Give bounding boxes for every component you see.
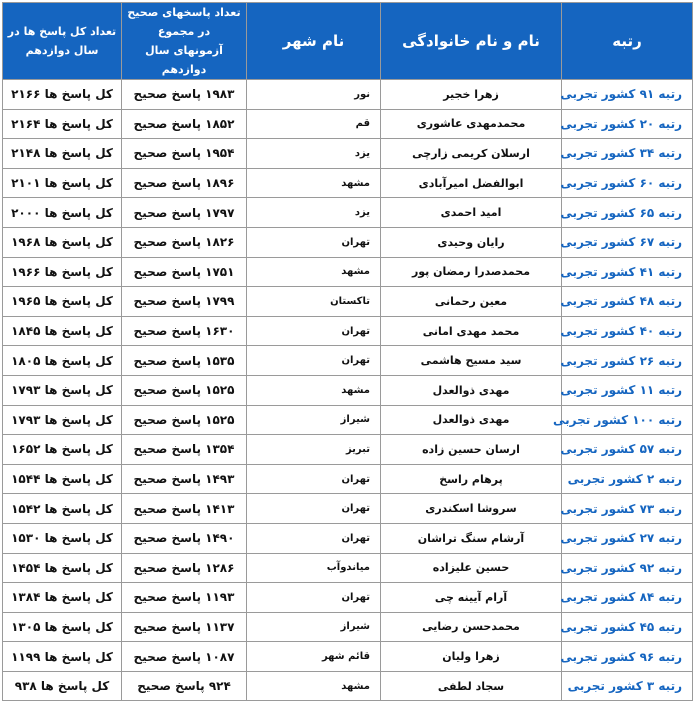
name-cell: رایان وحیدی (381, 227, 562, 257)
name-cell: زهرا ولیان (381, 642, 562, 672)
total-answers-cell: کل پاسخ ها ۱۸۴۵ (3, 316, 122, 346)
total-answers-cell: کل پاسخ ها ۲۱۰۱ (3, 168, 122, 198)
table-row (3, 405, 693, 435)
header-total-line2: سال دوازدهم (25, 44, 99, 57)
total-answers-cell: کل پاسخ ها ۱۳۸۴ (3, 583, 122, 613)
name-cell: امید احمدی (381, 198, 562, 228)
correct-answers-cell: ۹۲۴ پاسخ صحیح (122, 671, 247, 701)
header-total-line1: تعداد کل پاسخ ها در (7, 25, 117, 38)
table-row (3, 109, 693, 139)
table-body (3, 80, 693, 701)
rank-cell: رتبه ۹۲ کشور تجربی (562, 553, 693, 583)
rank-cell: رتبه ۹۱ کشور تجربی (562, 80, 693, 110)
correct-answers-cell: ۱۴۹۰ پاسخ صحیح (122, 523, 247, 553)
table-row (3, 198, 693, 228)
correct-answers-cell: ۱۸۲۶ پاسخ صحیح (122, 227, 247, 257)
correct-answers-cell: ۱۵۲۵ پاسخ صحیح (122, 405, 247, 435)
header-correct (122, 3, 247, 80)
table-row (3, 523, 693, 553)
total-answers-cell: کل پاسخ ها ۱۷۹۳ (3, 375, 122, 405)
rank-cell: رتبه ۷۳ کشور تجربی (562, 494, 693, 524)
city-cell: تهران (247, 583, 381, 613)
total-answers-cell: کل پاسخ ها ۱۹۶۶ (3, 257, 122, 287)
table-row (3, 494, 693, 524)
rank-cell: رتبه ۱۰۰ کشور تجربی (562, 405, 693, 435)
name-cell: پرهام راسخ (381, 464, 562, 494)
rank-cell: رتبه ۲۷ کشور تجربی (562, 523, 693, 553)
rank-cell: رتبه ۶۷ کشور تجربی (562, 227, 693, 257)
rank-cell: رتبه ۶۰ کشور تجربی (562, 168, 693, 198)
city-cell: تبریز (247, 435, 381, 465)
table-row (3, 435, 693, 465)
city-cell: میاندوآب (247, 553, 381, 583)
correct-answers-cell: ۱۹۸۳ پاسخ صحیح (122, 80, 247, 110)
total-answers-cell: کل پاسخ ها ۱۶۵۲ (3, 435, 122, 465)
name-cell: محمدمهدی عاشوری (381, 109, 562, 139)
name-cell: محمدصدرا رمضان پور (381, 257, 562, 287)
city-cell: تهران (247, 464, 381, 494)
total-answers-cell: کل پاسخ ها ۱۸۰۵ (3, 346, 122, 376)
correct-answers-cell: ۱۸۵۲ پاسخ صحیح (122, 109, 247, 139)
correct-answers-cell: ۱۶۳۰ پاسخ صحیح (122, 316, 247, 346)
correct-answers-cell: ۱۰۸۷ پاسخ صحیح (122, 642, 247, 672)
total-answers-cell: کل پاسخ ها ۱۴۵۴ (3, 553, 122, 583)
correct-answers-cell: ۱۷۹۹ پاسخ صحیح (122, 287, 247, 317)
header-name: نام و نام خانوادگی (381, 3, 562, 80)
city-cell: تاکستان (247, 287, 381, 317)
table-row (3, 553, 693, 583)
header-correct-line1: تعداد پاسخهای صحیح در مجموع (127, 6, 241, 38)
table-row (3, 642, 693, 672)
city-cell: نور (247, 80, 381, 110)
name-cell: زهرا خجیر (381, 80, 562, 110)
table-row (3, 464, 693, 494)
header-total (3, 3, 122, 80)
name-cell: سروشا اسکندری (381, 494, 562, 524)
total-answers-cell: کل پاسخ ها ۲۱۶۴ (3, 109, 122, 139)
total-answers-cell: کل پاسخ ها ۱۹۶۸ (3, 227, 122, 257)
name-cell: ابوالفضل امیرآبادی (381, 168, 562, 198)
city-cell: مشهد (247, 257, 381, 287)
total-answers-cell: کل پاسخ ها ۱۵۴۲ (3, 494, 122, 524)
rank-cell: رتبه ۲ کشور تجربی (562, 464, 693, 494)
name-cell: آرام آیینه چی (381, 583, 562, 613)
rank-cell: رتبه ۴۱ کشور تجربی (562, 257, 693, 287)
rank-cell: رتبه ۶۵ کشور تجربی (562, 198, 693, 228)
name-cell: حسین علیزاده (381, 553, 562, 583)
city-cell: تهران (247, 494, 381, 524)
total-answers-cell: کل پاسخ ها ۲۱۴۸ (3, 139, 122, 169)
rank-cell: رتبه ۵۷ کشور تجربی (562, 435, 693, 465)
header-row (3, 3, 693, 80)
correct-answers-cell: ۱۳۵۴ پاسخ صحیح (122, 435, 247, 465)
name-cell: معین رحمانی (381, 287, 562, 317)
rank-cell: رتبه ۲۰ کشور تجربی (562, 109, 693, 139)
correct-answers-cell: ۱۹۵۴ پاسخ صحیح (122, 139, 247, 169)
table-row (3, 583, 693, 613)
total-answers-cell: کل پاسخ ها ۱۵۳۰ (3, 523, 122, 553)
table-row (3, 168, 693, 198)
rank-cell: رتبه ۹۶ کشور تجربی (562, 642, 693, 672)
city-cell: مشهد (247, 671, 381, 701)
total-answers-cell: کل پاسخ ها ۹۳۸ (3, 671, 122, 701)
table-row (3, 287, 693, 317)
city-cell: مشهد (247, 375, 381, 405)
rank-cell: رتبه ۸۴ کشور تجربی (562, 583, 693, 613)
correct-answers-cell: ۱۴۹۳ پاسخ صحیح (122, 464, 247, 494)
table-row (3, 316, 693, 346)
city-cell: یزد (247, 139, 381, 169)
name-cell: ارسلان کریمی زارچی (381, 139, 562, 169)
city-cell: تهران (247, 523, 381, 553)
city-cell: قائم شهر (247, 642, 381, 672)
name-cell: سید مسیح هاشمی (381, 346, 562, 376)
city-cell: تهران (247, 316, 381, 346)
name-cell: آرشام سنگ تراشان (381, 523, 562, 553)
total-answers-cell: کل پاسخ ها ۱۳۰۵ (3, 612, 122, 642)
correct-answers-cell: ۱۵۲۵ پاسخ صحیح (122, 375, 247, 405)
name-cell: محمدحسن رضایی (381, 612, 562, 642)
correct-answers-cell: ۱۲۸۶ پاسخ صحیح (122, 553, 247, 583)
table-row (3, 227, 693, 257)
table-row (3, 80, 693, 110)
correct-answers-cell: ۱۸۹۶ پاسخ صحیح (122, 168, 247, 198)
city-cell: تهران (247, 346, 381, 376)
rank-cell: رتبه ۳ کشور تجربی (562, 671, 693, 701)
name-cell: سجاد لطفی (381, 671, 562, 701)
rank-cell: رتبه ۲۶ کشور تجربی (562, 346, 693, 376)
rank-cell: رتبه ۴۵ کشور تجربی (562, 612, 693, 642)
table-row (3, 257, 693, 287)
rank-cell: رتبه ۴۸ کشور تجربی (562, 287, 693, 317)
total-answers-cell: کل پاسخ ها ۱۷۹۳ (3, 405, 122, 435)
table-row (3, 612, 693, 642)
total-answers-cell: کل پاسخ ها ۱۱۹۹ (3, 642, 122, 672)
city-cell: یزد (247, 198, 381, 228)
name-cell: محمد مهدی امانی (381, 316, 562, 346)
correct-answers-cell: ۱۱۳۷ پاسخ صحیح (122, 612, 247, 642)
city-cell: قم (247, 109, 381, 139)
rank-cell: رتبه ۳۴ کشور تجربی (562, 139, 693, 169)
name-cell: مهدی ذوالعدل (381, 405, 562, 435)
correct-answers-cell: ۱۱۹۳ پاسخ صحیح (122, 583, 247, 613)
city-cell: شیراز (247, 612, 381, 642)
rank-cell: رتبه ۱۱ کشور تجربی (562, 375, 693, 405)
table-row (3, 346, 693, 376)
table-row (3, 671, 693, 701)
city-cell: شیراز (247, 405, 381, 435)
total-answers-cell: کل پاسخ ها ۱۵۴۴ (3, 464, 122, 494)
total-answers-cell: کل پاسخ ها ۲۱۶۶ (3, 80, 122, 110)
table-row (3, 375, 693, 405)
city-cell: تهران (247, 227, 381, 257)
name-cell: ارسان حسین زاده (381, 435, 562, 465)
results-table (2, 2, 693, 701)
rank-cell: رتبه ۴۰ کشور تجربی (562, 316, 693, 346)
total-answers-cell: کل پاسخ ها ۲۰۰۰ (3, 198, 122, 228)
correct-answers-cell: ۱۵۳۵ پاسخ صحیح (122, 346, 247, 376)
name-cell: مهدی ذوالعدل (381, 375, 562, 405)
header-correct-line2: آزمونهای سال دوازدهم (145, 44, 223, 76)
header-city: نام شهر (247, 3, 381, 80)
city-cell: مشهد (247, 168, 381, 198)
header-rank: رتبه (562, 3, 693, 80)
correct-answers-cell: ۱۴۱۳ پاسخ صحیح (122, 494, 247, 524)
correct-answers-cell: ۱۷۹۷ پاسخ صحیح (122, 198, 247, 228)
total-answers-cell: کل پاسخ ها ۱۹۶۵ (3, 287, 122, 317)
correct-answers-cell: ۱۷۵۱ پاسخ صحیح (122, 257, 247, 287)
table-row (3, 139, 693, 169)
